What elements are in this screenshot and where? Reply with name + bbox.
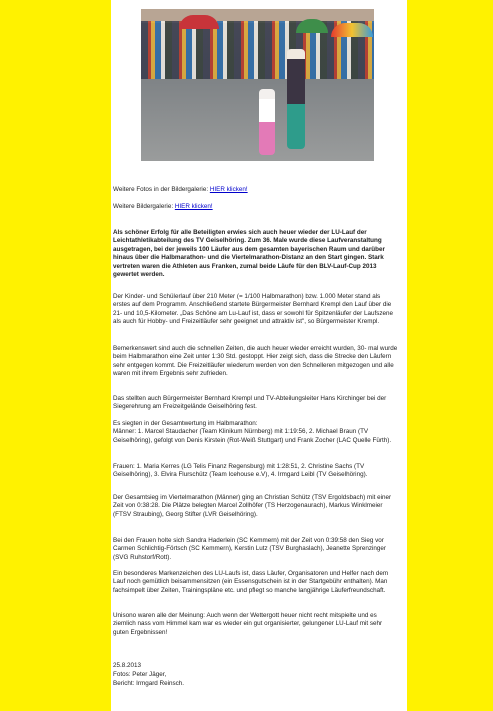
more-gallery-line (113, 203, 399, 211)
photo-child-runner (259, 89, 275, 155)
article-paragraph-7: Bei den Frauen holte sich Sandra Haderlein (SC Kemmern) mit der Zeit von 0:39:58 den Sieg vor Carmen Schlichtig-Förtsch (SC Kemmern), Kerstin Lutz (TSV Burghaslach), Jeanette Sprenzinger (SVG Ruhstorf/Rott). (113, 537, 386, 561)
article-paragraph-5: Frauen: 1. Maria Kerres (LG Telis Finanz Regensburg) mit 1:28:51, 2. Christine Sachs (TV Geiselhöring), 3. Elvira Flurschütz (Team Icehouse e.V), 4. Irmgard Leibl (TV Geiselhöring). (113, 463, 368, 479)
photo-adult-runner (287, 49, 305, 149)
photo-umbrella-colored (331, 23, 373, 37)
article-paragraph-6: Der Gesamtsieg im Viertelmarathon (Männer) ging an Christian Schütz (TSV Ergoldsbach) mit einer Zeit von 0:38:28. Die Plätze belegten Marcel Zollhöfer (TS Herzogenaurach), Markus Winklmeier (FTSV Straubing), Georg Stifter (LVR Geiselhöring). (113, 494, 392, 518)
more-photos-link[interactable]: HIER klicken! (209, 186, 248, 193)
article-paragraph-3: Das stellten auch Bürgermeister Bernhard Krempl und TV-Abteilungsleiter Hans Kirchinger bei der Siegerehrung am Freizeitgelände Geiselhöring fest. (113, 395, 387, 411)
more-photos-line (113, 186, 399, 194)
article-paragraph-8: Ein besonderes Markenzeichen des LU-Laufs ist, dass Läufer, Organisatoren und Helfer nach dem Lauf noch gemütlich beisammensitzen (ein Essensgutschein ist in der Startgebühr enthalten). Man fachsimpelt über Zeiten, Trainingspläne etc. und pflegt so manche langjährige Läuferfreundschaft. (113, 570, 389, 594)
photo-umbrella-red (179, 15, 219, 29)
race-photo (141, 9, 374, 161)
footer-date: 25.8.2013 (113, 662, 142, 669)
left-yellow-stripe (0, 0, 111, 711)
right-yellow-stripe (407, 0, 493, 711)
article-paragraph-9: Unisono waren alle der Meinung: Auch wenn der Wettergott heuer nicht recht mitspielte und es ziemlich nass vom Himmel kam war es wieder ein gut organisierter, gelungener LU-Lauf mit sehr guten Ergebnissen! (113, 612, 383, 636)
more-gallery-label: Weitere Bildergalerie: (113, 203, 174, 210)
article-paragraph-2: Bemerkenswert sind auch die schnellen Zeiten, die auch heuer wieder erreicht wurden, 30- mal wurde beim Halbmarathon eine Zeit unter 1:30 Std. gestoppt. Hier zeigt sich, dass die Strecke den Läufern sehr entgegen kommt. Die Freizeitläufer wiederum werden von den Schnelleren mitgezogen und alle waren mit ihrem Ergebnis sehr zufrieden. (113, 345, 398, 378)
article-paragraph-1: Der Kinder- und Schülerlauf über 210 Meter (= 1/100 Halbmarathon) bzw. 1.000 Meter stand als erstes auf dem Programm. Anschließend startete Bürgermeister Bernhard Krempl den Lauf über die 21- und 10,5-Kilometer. „Das Schöne am Lu-Lauf ist, dass er sowohl für Spitzenläufer der Laufszene als auch für Hobby- und Freizeitläufer sehr geeignet und attraktiv ist", so Bürgermeister Krempl. (113, 293, 394, 326)
article-lead: Als schöner Erfolg für alle Beteiligten erwies sich auch heuer wieder der LU-Lauf der Leichtathletikabteilung des TV Geiselhöring. Zum 36. Male wurde diese Laufveranstaltung ausgetragen, bei der jeweils 100 Läufer aus dem gesamten bayerischen Raum und darüber hinaus über die Halbmarathon- und die Viertelmarathon-Distanz an den Start gingen. Stark vertreten waren die Athleten aus Franken, zumal beide Läufe für den BLV-Lauf-Cup 2013 gewertet werden. (113, 229, 385, 279)
footer-report-credit: Bericht: Irmgard Reinsch. (113, 680, 185, 687)
article-content (111, 0, 407, 711)
more-gallery-link[interactable]: HIER klicken! (174, 203, 213, 210)
article-paragraph-4: Es siegten in der Gesamtwertung im Halbmarathon: Männer: 1. Marcel Staudacher (Team Klinikum Nürnberg) mit 1:19:56, 2. Michael Braun (TV Geiselhöring), gefolgt von Denis Kirstein (Rot-Weiß Stuttgart) und Frank Zocher (LAC Quelle Fürth). (113, 420, 392, 444)
more-photos-label: Weitere Fotos in der Bildergalerie: (113, 186, 209, 193)
footer-photos-credit: Fotos: Peter Jäger, (113, 671, 167, 678)
photo-wet-street (141, 79, 374, 161)
